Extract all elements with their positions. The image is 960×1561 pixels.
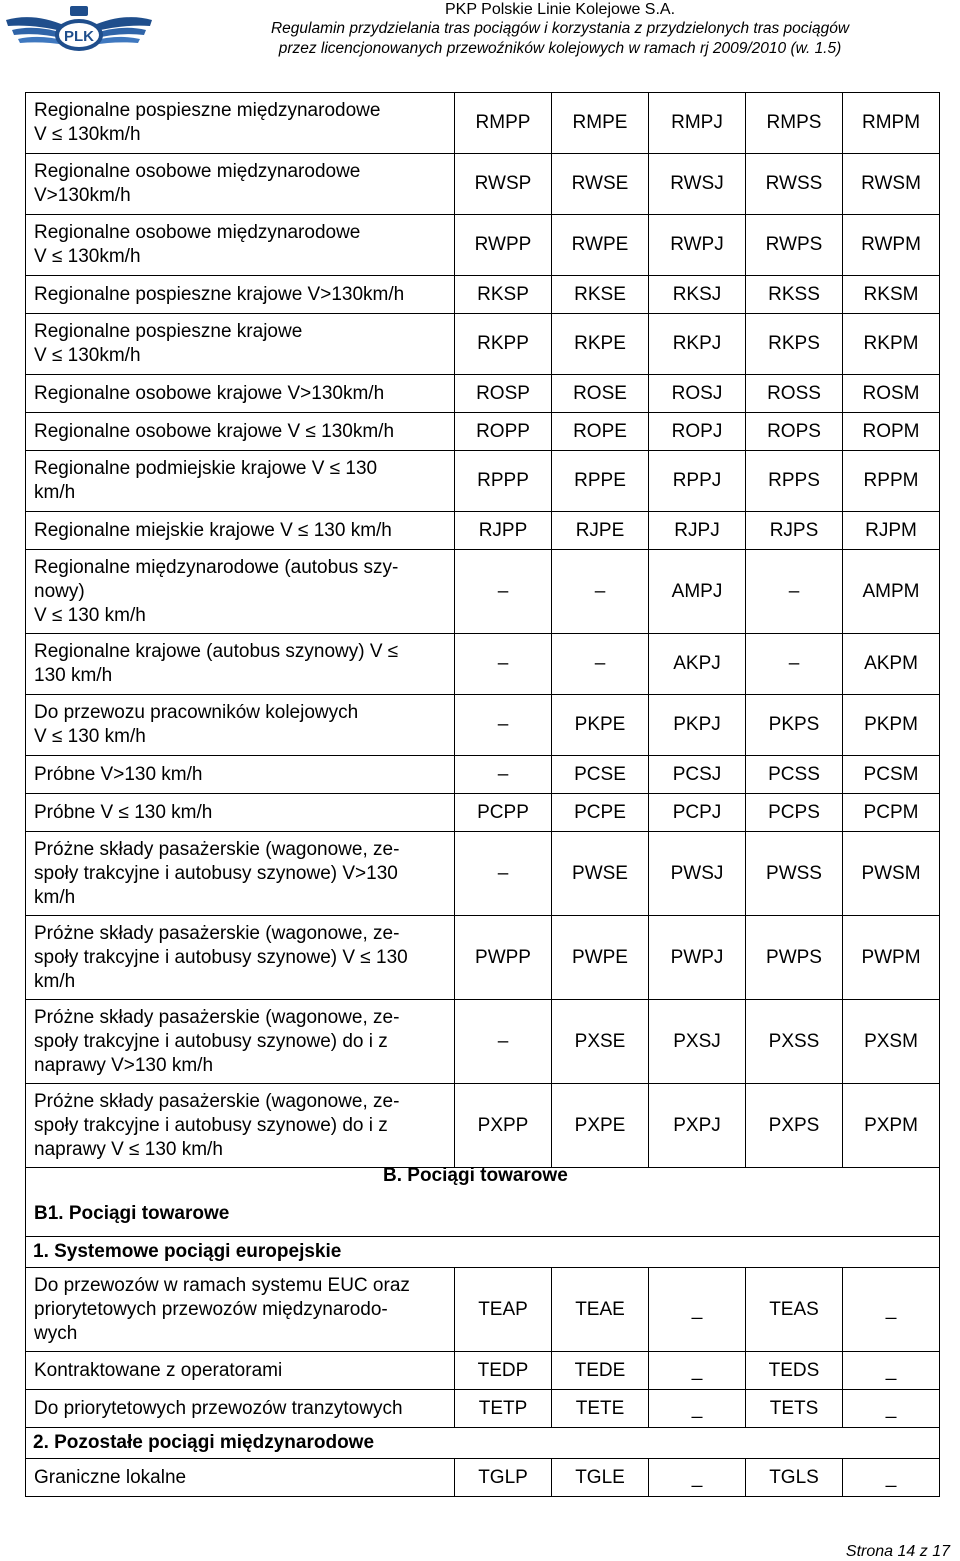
row-description-line: Do priorytetowych przewozów tranzytowych [34, 1397, 403, 1419]
table-row [26, 276, 940, 314]
category-code-cell: RPPE [552, 451, 649, 512]
category-code-cell: RWSJ [649, 154, 746, 215]
table-row [26, 1390, 940, 1428]
category-code-cell: TETP [455, 1390, 552, 1428]
category-code-cell: RWPM [843, 215, 940, 276]
row-description-line: km/h [34, 886, 76, 908]
category-code-cell: ROPS [746, 413, 843, 451]
category-code-cell: – [455, 1000, 552, 1084]
row-description [26, 1390, 455, 1428]
row-description [26, 550, 455, 634]
table-row [26, 916, 940, 1000]
row-description-line: wych [34, 1322, 78, 1344]
table-row [26, 550, 940, 634]
category-code-cell: RMPS [746, 93, 843, 154]
row-description [26, 154, 455, 215]
row-description [26, 314, 455, 375]
category-code-cell: RKSE [552, 276, 649, 314]
row-description [26, 1084, 455, 1168]
row-description-line: naprawy V>130 km/h [34, 1054, 214, 1076]
category-code-cell: TGLE [552, 1459, 649, 1497]
category-code-cell: PWPS [746, 916, 843, 1000]
train-category-table [25, 92, 940, 1497]
category-code-cell: RKPP [455, 314, 552, 375]
table-row [26, 512, 940, 550]
category-code-cell: _ [649, 1268, 746, 1352]
row-description [26, 375, 455, 413]
header-title-line2: przez licencjonowanych przewoźników kolejowych w ramach rj 2009/2010 (w. 1.5) [278, 40, 842, 57]
category-code-cell: RPPJ [649, 451, 746, 512]
category-code-cell: PCSM [843, 756, 940, 794]
section-b [26, 1165, 940, 1268]
row-description-line: społy trakcyjne i autobusy szynowe) do i z [34, 1030, 388, 1052]
category-code-cell: PKPS [746, 695, 843, 756]
category-code-cell: RWSE [552, 154, 649, 215]
category-code-cell: ROPP [455, 413, 552, 451]
row-description-line: Regionalne miejskie krajowe V ≤ 130 km/h [34, 519, 392, 541]
section-2-title-cell [26, 1428, 940, 1459]
table-row [26, 1000, 940, 1084]
svg-text:PLK: PLK [64, 28, 94, 45]
category-code-cell: RPPP [455, 451, 552, 512]
category-code-cell: RJPS [746, 512, 843, 550]
category-code-cell: PCPE [552, 794, 649, 832]
row-description-line: V>130km/h [34, 185, 131, 206]
section-2-title: 2. Pozostałe pociągi międzynarodowe [33, 1432, 375, 1453]
row-description-line: Regionalne pospieszne międzynarodowe [34, 100, 381, 121]
row-description-line: priorytetowych przewozów międzynarodo- [34, 1298, 388, 1320]
category-code-cell: TEAS [746, 1268, 843, 1352]
category-code-cell: RWPE [552, 215, 649, 276]
category-code-cell: – [455, 634, 552, 695]
table-row [26, 1268, 940, 1352]
category-code-cell: PXPS [746, 1084, 843, 1168]
row-description-line: V ≤ 130 km/h [34, 604, 146, 626]
category-code-cell: PKPJ [649, 695, 746, 756]
row-description-line: Kontraktowane z operatorami [34, 1359, 283, 1381]
table-row [26, 314, 940, 375]
category-code-cell: RKPE [552, 314, 649, 375]
row-description [26, 1459, 455, 1497]
category-code-cell: RKSS [746, 276, 843, 314]
category-code-cell: TEAE [552, 1268, 649, 1352]
table-row [26, 695, 940, 756]
category-code-cell: – [746, 634, 843, 695]
header-title-line1: Regulamin przydzielania tras pociągów i korzystania z przydzielonych tras pociągów [270, 20, 850, 37]
category-code-cell: PCSE [552, 756, 649, 794]
row-description-line: km/h [34, 970, 76, 992]
category-code-cell: – [552, 550, 649, 634]
row-description-line: nowy) [34, 580, 85, 602]
category-code-cell: _ [843, 1390, 940, 1428]
row-description [26, 1268, 455, 1352]
category-code-cell: RKPS [746, 314, 843, 375]
category-code-cell: ROSJ [649, 375, 746, 413]
category-code-cell: PXSS [746, 1000, 843, 1084]
table-row [26, 1084, 940, 1168]
row-description-line: V ≤ 130km/h [34, 345, 141, 366]
row-description-line: Regionalne osobowe krajowe V ≤ 130km/h [34, 420, 395, 442]
row-description [26, 413, 455, 451]
category-code-cell: – [455, 695, 552, 756]
category-code-cell: AKPJ [649, 634, 746, 695]
table-row [26, 756, 940, 794]
row-description [26, 634, 455, 695]
category-code-cell: PWPP [455, 916, 552, 1000]
category-code-cell: _ [843, 1268, 940, 1352]
freight-rows-1 [26, 1268, 940, 1428]
row-description-line: Regionalne pospieszne krajowe [34, 321, 303, 342]
row-description-line: Próżne składy pasażerskie (wagonowe, ze- [34, 1090, 400, 1112]
table-row [26, 832, 940, 916]
table-row [26, 1459, 940, 1497]
page-header [0, 0, 960, 72]
table-row [26, 375, 940, 413]
table-row [26, 413, 940, 451]
category-code-cell: TEDS [746, 1352, 843, 1390]
row-description-line: Regionalne pospieszne krajowe V>130km/h [34, 283, 405, 305]
row-description-line: społy trakcyjne i autobusy szynowe) V>130 [34, 862, 398, 884]
category-code-cell: _ [843, 1459, 940, 1497]
category-code-cell: PWPM [843, 916, 940, 1000]
row-description-line: km/h [34, 482, 76, 503]
category-code-cell: RJPE [552, 512, 649, 550]
row-description [26, 916, 455, 1000]
row-description-line: Graniczne lokalne [34, 1466, 187, 1488]
category-code-cell: PCSS [746, 756, 843, 794]
category-code-cell: PXPP [455, 1084, 552, 1168]
row-description [26, 451, 455, 512]
category-code-cell: AMPJ [649, 550, 746, 634]
category-code-cell: RWPP [455, 215, 552, 276]
category-code-cell: PXSJ [649, 1000, 746, 1084]
row-description-line: Regionalne międzynarodowe (autobus szy- [34, 556, 399, 578]
plk-winged-logo [4, 2, 154, 64]
category-code-cell: RJPJ [649, 512, 746, 550]
row-description-line: Regionalne osobowe krajowe V>130km/h [34, 382, 385, 404]
category-code-cell: TETE [552, 1390, 649, 1428]
section-b1-heading: B1. Pociągi towarowe [34, 1203, 230, 1224]
category-code-cell: PXSM [843, 1000, 940, 1084]
category-code-cell: AKPM [843, 634, 940, 695]
row-description-line: Próżne składy pasażerskie (wagonowe, ze- [34, 1006, 400, 1028]
passenger-rows [26, 93, 940, 1168]
section-2 [26, 1428, 940, 1459]
category-code-cell: RWSS [746, 154, 843, 215]
row-description-line: V ≤ 130 km/h [34, 726, 146, 747]
category-code-cell: RWPJ [649, 215, 746, 276]
row-description [26, 1000, 455, 1084]
category-code-cell: PXPJ [649, 1084, 746, 1168]
category-code-cell: – [552, 634, 649, 695]
category-code-cell: RMPE [552, 93, 649, 154]
row-description-line: Regionalne podmiejskie krajowe V ≤ 130 [34, 458, 378, 479]
row-description-line: Regionalne krajowe (autobus szynowy) V ≤ [34, 641, 399, 662]
row-description [26, 695, 455, 756]
category-code-cell: PCPP [455, 794, 552, 832]
row-description [26, 512, 455, 550]
row-description-line: społy trakcyjne i autobusy szynowe) V ≤ 130 [34, 946, 408, 968]
row-description [26, 794, 455, 832]
category-code-cell: – [746, 550, 843, 634]
category-code-cell: RMPP [455, 93, 552, 154]
row-description-line: Próbne V>130 km/h [34, 763, 203, 785]
category-code-cell: PWSJ [649, 832, 746, 916]
category-code-cell: TEDE [552, 1352, 649, 1390]
category-code-cell: – [455, 832, 552, 916]
category-code-cell: PCSJ [649, 756, 746, 794]
row-description [26, 832, 455, 916]
category-code-cell: RPPS [746, 451, 843, 512]
category-code-cell: TEAP [455, 1268, 552, 1352]
row-description-line: naprawy V ≤ 130 km/h [34, 1138, 223, 1160]
row-description-line: Do przewozu pracowników kolejowych [34, 702, 359, 723]
row-description-line: V ≤ 130km/h [34, 246, 141, 267]
section-b-cell [26, 1165, 940, 1237]
row-description [26, 93, 455, 154]
category-code-cell: PXPM [843, 1084, 940, 1168]
category-code-cell: PXPE [552, 1084, 649, 1168]
category-code-cell: TGLP [455, 1459, 552, 1497]
table-row [26, 154, 940, 215]
category-code-cell: RKSP [455, 276, 552, 314]
row-description [26, 276, 455, 314]
category-code-cell: RWSM [843, 154, 940, 215]
category-code-cell: _ [649, 1390, 746, 1428]
category-code-cell: _ [843, 1352, 940, 1390]
category-code-cell: PWSE [552, 832, 649, 916]
table-row [26, 794, 940, 832]
table-row [26, 634, 940, 695]
category-code-cell: ROPJ [649, 413, 746, 451]
company-name: PKP Polskie Linie Kolejowe S.A. [444, 1, 676, 18]
row-description-line: V ≤ 130km/h [34, 124, 141, 145]
row-description-line: Regionalne osobowe międzynarodowe [34, 222, 361, 243]
row-description-line: Próżne składy pasażerskie (wagonowe, ze- [34, 838, 400, 860]
table-row [26, 451, 940, 512]
category-code-cell: _ [649, 1459, 746, 1497]
table-row [26, 215, 940, 276]
category-code-cell: RKSJ [649, 276, 746, 314]
row-description-line: Regionalne osobowe międzynarodowe [34, 161, 361, 182]
category-code-cell: PWSS [746, 832, 843, 916]
row-description-line: społy trakcyjne i autobusy szynowe) do i z [34, 1114, 388, 1136]
category-code-cell: RWPS [746, 215, 843, 276]
category-code-cell: ROSS [746, 375, 843, 413]
table-row [26, 93, 940, 154]
category-code-cell: PCPM [843, 794, 940, 832]
category-code-cell: PXSE [552, 1000, 649, 1084]
section-b-heading: B. Pociągi towarowe [383, 1165, 568, 1186]
row-description-line: Do przewozów w ramach systemu EUC oraz [34, 1274, 410, 1296]
row-description [26, 756, 455, 794]
category-code-cell: TETS [746, 1390, 843, 1428]
category-code-cell: – [455, 550, 552, 634]
page-number: Strona 14 z 17 [845, 1543, 950, 1560]
row-description-line: 130 km/h [34, 665, 113, 686]
category-code-cell: PKPE [552, 695, 649, 756]
category-code-cell: RMPM [843, 93, 940, 154]
category-code-cell: RMPJ [649, 93, 746, 154]
row-description [26, 1352, 455, 1390]
category-code-cell: PWSM [843, 832, 940, 916]
category-code-cell: PKPM [843, 695, 940, 756]
category-code-cell: ROSM [843, 375, 940, 413]
section-1-title-cell [26, 1237, 940, 1268]
category-code-cell: RKSM [843, 276, 940, 314]
category-code-cell: TGLS [746, 1459, 843, 1497]
category-code-cell: PCPJ [649, 794, 746, 832]
table-row [26, 1352, 940, 1390]
category-code-cell: RWSP [455, 154, 552, 215]
category-code-cell: ROPM [843, 413, 940, 451]
category-code-cell: ROSP [455, 375, 552, 413]
category-code-cell: AMPM [843, 550, 940, 634]
category-code-cell: RPPM [843, 451, 940, 512]
category-code-cell: TEDP [455, 1352, 552, 1390]
category-code-cell: – [455, 756, 552, 794]
row-description-line: Próbne V ≤ 130 km/h [34, 801, 213, 823]
category-code-cell: _ [649, 1352, 746, 1390]
row-description-line: Próżne składy pasażerskie (wagonowe, ze- [34, 922, 400, 944]
category-code-cell: PWPJ [649, 916, 746, 1000]
category-code-cell: PCPS [746, 794, 843, 832]
category-code-cell: RKPM [843, 314, 940, 375]
category-code-cell: ROSE [552, 375, 649, 413]
category-code-cell: PWPE [552, 916, 649, 1000]
category-code-cell: RJPM [843, 512, 940, 550]
row-description [26, 215, 455, 276]
freight-rows-2 [26, 1459, 940, 1497]
category-code-cell: RKPJ [649, 314, 746, 375]
section-1-title: 1. Systemowe pociągi europejskie [33, 1241, 342, 1262]
category-code-cell: ROPE [552, 413, 649, 451]
category-code-cell: RJPP [455, 512, 552, 550]
